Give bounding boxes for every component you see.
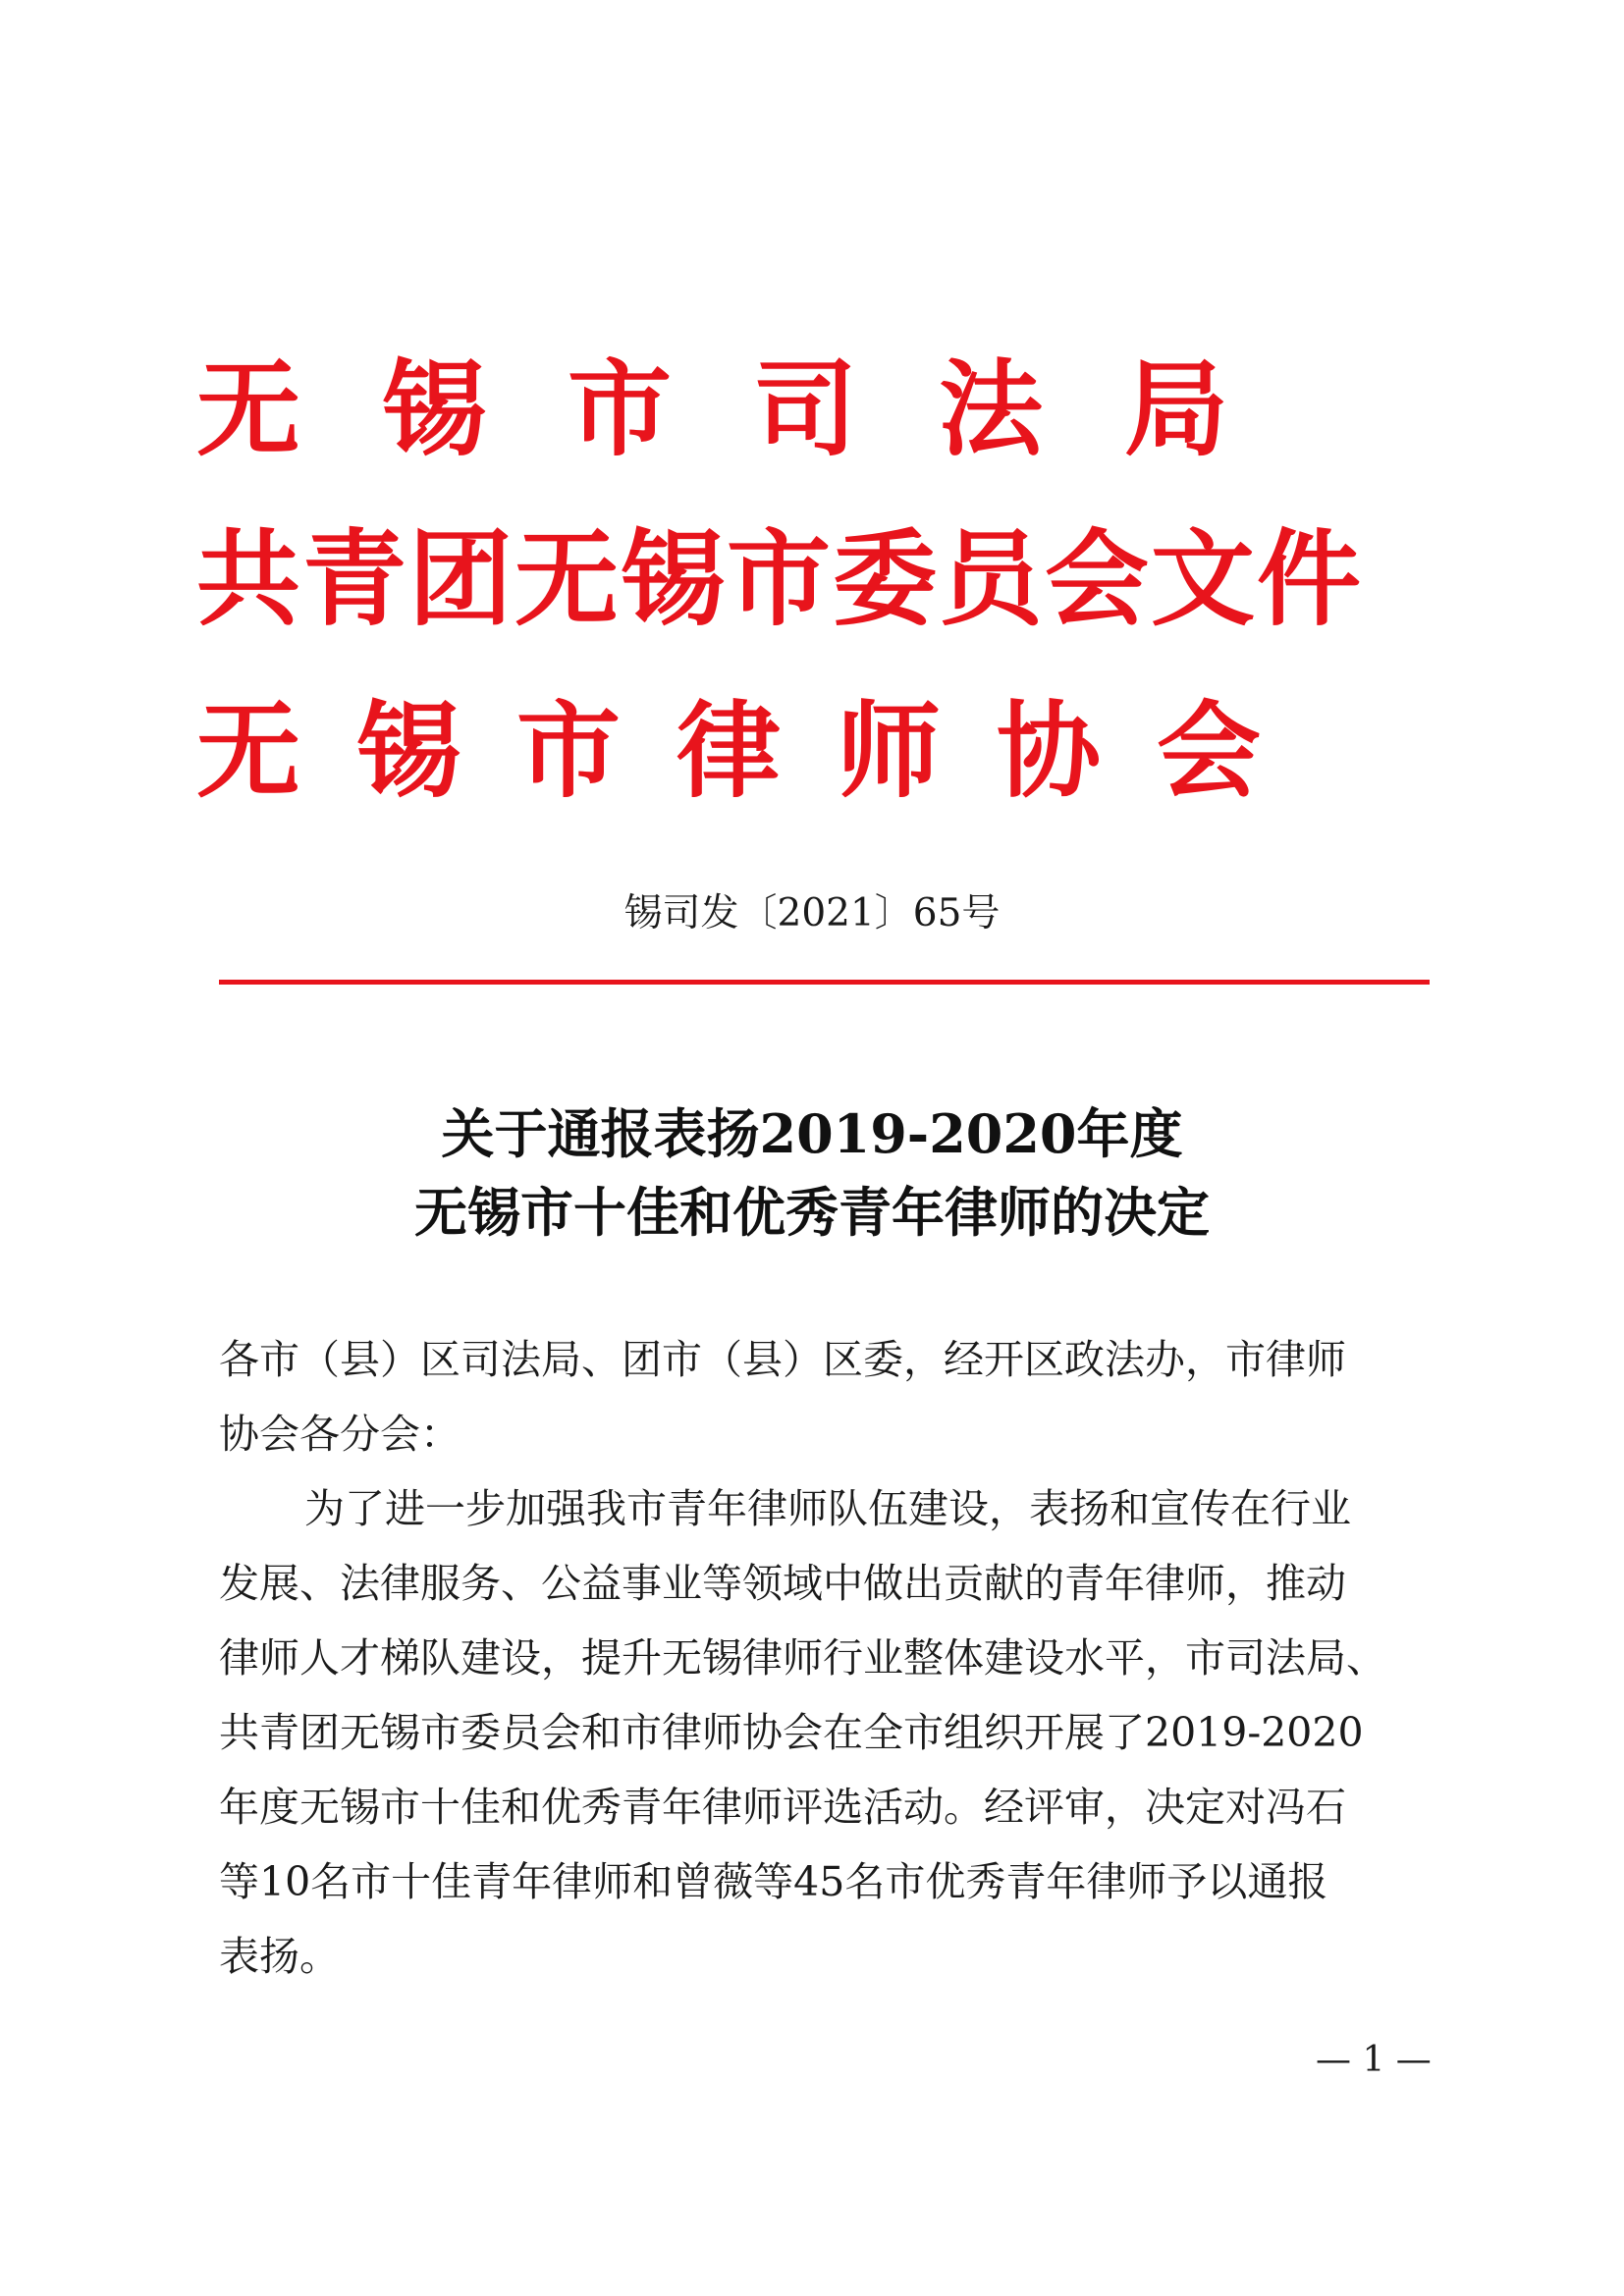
red-separator-rule [219,980,1430,985]
document-number: 锡司发〔2021〕65号 [623,891,1001,935]
body-line-2: 协会各分会： [219,1411,460,1458]
page-number: — 1 — [1316,2040,1432,2080]
body-line-8: 等10名市十佳青年律师和曾薇等45名市优秀青年律师予以通报 [219,1858,1328,1905]
body-line-5: 律师人才梯队建设，提升无锡律师行业整体建设水平，市司法局、 [219,1634,1386,1682]
body-line-3: 为了进一步加强我市青年律师队伍建设，表扬和宣传在行业 [304,1485,1351,1532]
body-line-7: 年度无锡市十佳和优秀青年律师评选活动。经评审，决定对冯石 [219,1784,1346,1831]
body-line-6: 共青团无锡市委员会和市律师协会在全市组织开展了2019-2020 [219,1709,1364,1756]
document-title-line-1: 关于通报表扬2019-2020年度 [441,1102,1183,1165]
issuer-header-line-2: 共青团无锡市委员会文件 [196,519,1363,640]
body-line-9: 表扬。 [219,1933,340,1980]
body-line-1: 各市（县）区司法局、团市（县）区委，经开区政法办，市律师 [219,1336,1346,1383]
document-title-line-2: 无锡市十佳和优秀青年律师的决定 [414,1181,1210,1244]
body-line-4: 发展、法律服务、公益事业等领域中做出贡献的青年律师，推动 [219,1560,1346,1607]
issuer-header-line-3: 无锡市律师协会 [196,691,1317,812]
issuer-header-line-1: 无锡市司法局 [196,349,1310,470]
